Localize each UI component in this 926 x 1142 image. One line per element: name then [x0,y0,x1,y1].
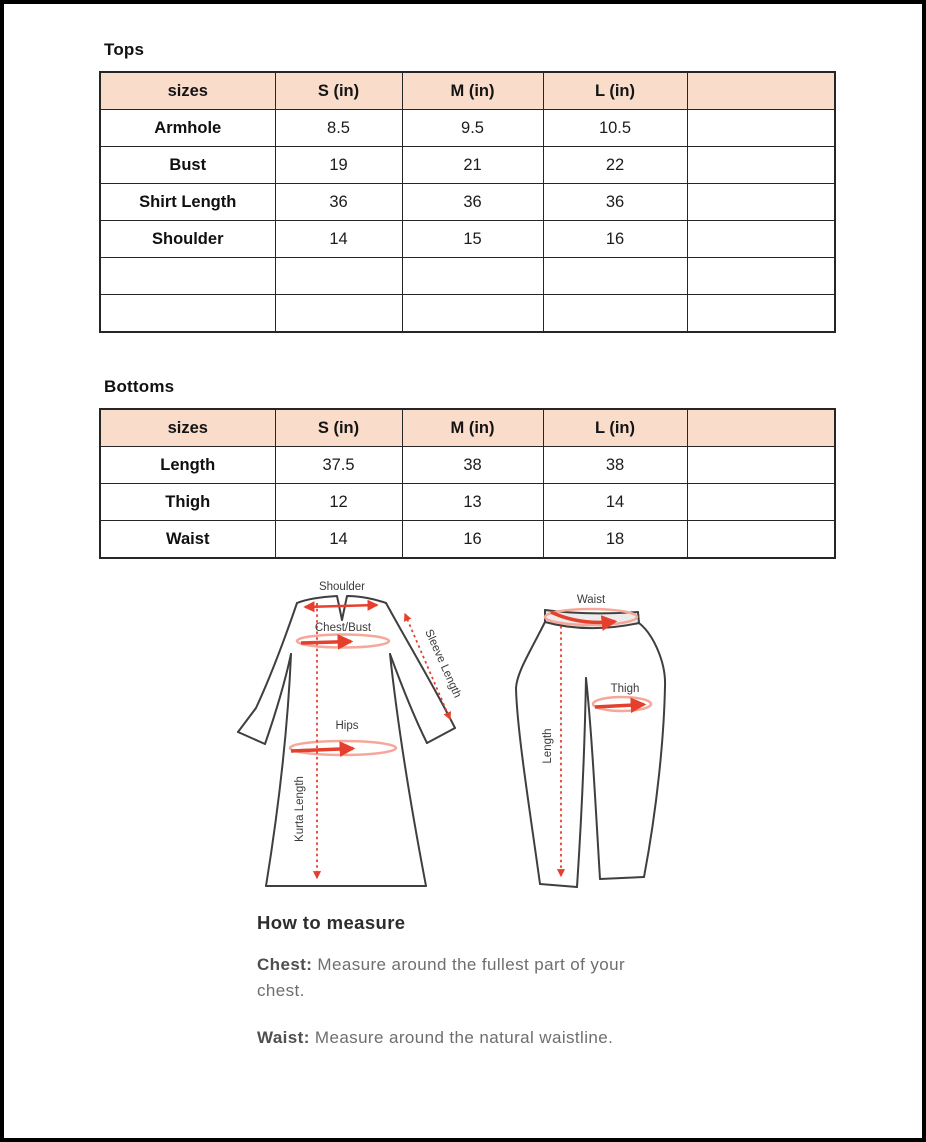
table-row-empty [100,295,835,333]
table-cell: 36 [275,184,402,221]
column-header-sizes: sizes [100,409,275,447]
instruction-text-chest: Measure around the fullest part of your chest. [257,955,626,1000]
thigh-arrow [595,705,644,708]
table-row-shoulder [100,221,835,258]
table-cell [687,521,835,559]
table-cell: 15 [402,221,543,258]
row-label: Thigh [100,484,275,521]
table-cell: 38 [543,447,687,484]
pants-outline [516,610,665,887]
table-cell: 13 [402,484,543,521]
chest-arrow [301,642,351,644]
measurement-diagram [229,576,689,911]
column-header-m: M (in) [402,409,543,447]
instruction-text-waist: Measure around the natural waistline. [314,1028,614,1047]
pants-length-label: Length [542,728,554,764]
hips-label: Hips [335,720,359,732]
table-cell: 36 [543,184,687,221]
table-cell: 37.5 [275,447,402,484]
table-cell: 14 [275,221,402,258]
table-row-bust [100,147,835,184]
table-cell: 9.5 [402,110,543,147]
instruction-label-waist: Waist: [257,1028,310,1047]
table-row-waist [100,521,835,559]
table-cell [687,484,835,521]
table-row-armhole [100,110,835,147]
table-cell: 8.5 [275,110,402,147]
table-cell [687,447,835,484]
table-cell: 38 [402,447,543,484]
table-cell [275,258,402,295]
column-header-s: S (in) [275,72,402,110]
how-to-measure-title: How to measure [257,912,406,933]
table-cell: 36 [402,184,543,221]
table-cell [687,295,835,333]
column-header-m: M (in) [402,72,543,110]
table-row-length [100,447,835,484]
sleeve-length-label: Sleeve Length [422,627,464,700]
bottoms-size-table [99,408,836,559]
row-label: Armhole [100,110,275,147]
tops-header-row [100,72,835,110]
measure-instruction-chest [257,952,655,1003]
table-cell: 10.5 [543,110,687,147]
table-cell: 16 [402,521,543,559]
table-cell [687,184,835,221]
row-label: Shoulder [100,221,275,258]
column-header-l: L (in) [543,409,687,447]
table-cell [543,295,687,333]
shoulder-arrow [305,605,377,607]
table-cell [275,295,402,333]
table-cell: 22 [543,147,687,184]
table-cell [687,147,835,184]
row-label: Length [100,447,275,484]
table-cell: 18 [543,521,687,559]
column-header-empty [687,72,835,110]
row-label [100,258,275,295]
column-header-l: L (in) [543,72,687,110]
kurta-length-label: Kurta Length [294,776,306,842]
table-cell [687,258,835,295]
table-cell: 14 [543,484,687,521]
measure-instruction-waist [257,1025,655,1051]
table-cell: 19 [275,147,402,184]
table-cell: 21 [402,147,543,184]
table-row-shirt-length [100,184,835,221]
table-row-empty [100,258,835,295]
row-label [100,295,275,333]
row-label: Waist [100,521,275,559]
instruction-label-chest: Chest: [257,955,313,974]
table-cell [687,221,835,258]
tops-section-title: Tops [104,40,145,59]
chest-bust-label: Chest/Bust [314,622,372,634]
row-label: Bust [100,147,275,184]
table-cell: 12 [275,484,402,521]
table-cell: 16 [543,221,687,258]
row-label: Shirt Length [100,184,275,221]
waist-label: Waist [576,594,606,606]
column-header-sizes: sizes [100,72,275,110]
table-cell [543,258,687,295]
column-header-s: S (in) [275,409,402,447]
table-cell [402,258,543,295]
hips-arrow [291,749,353,752]
how-to-measure-section [257,912,655,1073]
shoulder-label: Shoulder [318,581,366,593]
thigh-label: Thigh [610,683,640,695]
table-row-thigh [100,484,835,521]
table-cell: 14 [275,521,402,559]
table-cell [402,295,543,333]
table-cell [687,110,835,147]
bottoms-section-title: Bottoms [104,377,175,396]
tops-size-table [99,71,836,333]
bottoms-header-row [100,409,835,447]
column-header-empty [687,409,835,447]
